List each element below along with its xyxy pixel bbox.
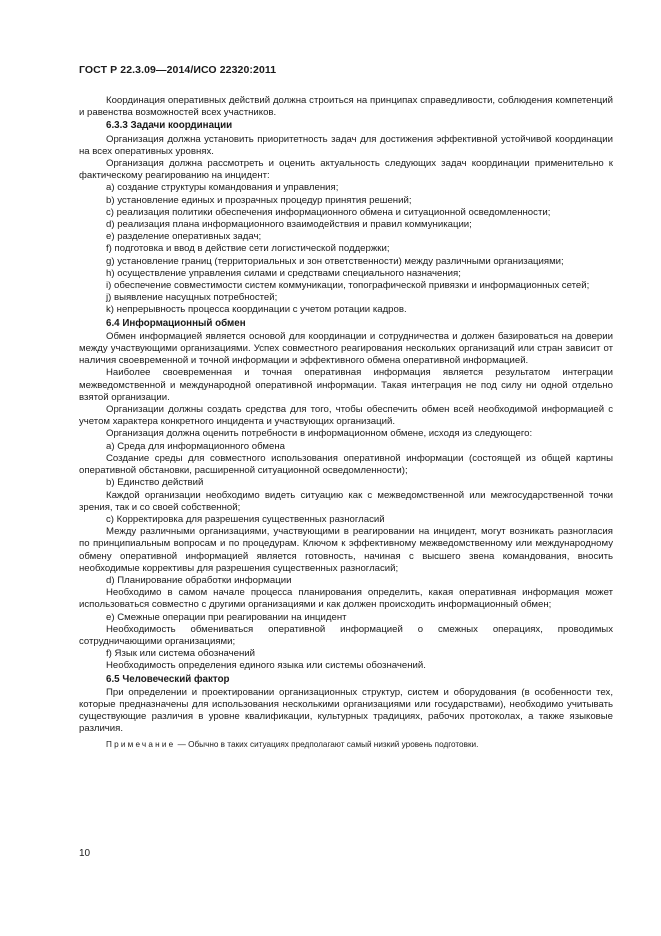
list-item-a: a) создание структуры командования и управления; [106,182,339,194]
list-item-e: e) разделение оперативных задач; [106,231,262,243]
list-item-c: c) реализация политики обеспечения информационного обмена и ситуационной осведомленности; [106,206,551,218]
page-content [79,95,613,751]
s64-item-b-title: b) Единство действий [106,477,204,489]
note-label: Примечание [106,739,176,749]
s633-paragraph-2: Организация должна рассмотреть и оценить актуальность следующих задач координации применительно к фактическому реагированию на инцидент: [79,158,613,182]
s64-item-a-title: a) Среда для информационного обмена [106,440,285,452]
list-item-k: k) непрерывность процесса координации с учетом ротации кадров. [106,304,407,316]
s64-item-b-text: Каждой организации необходимо видеть ситуацию как с межведомственной или межгосударственной точки зрения, так и со своей собственной; [79,489,613,513]
s64-item-d-title: d) Планирование обработки информации [106,574,292,586]
section-6-3-3-title: 6.3.3 Задачи координации [106,120,233,132]
s64-paragraph-2: Наиболее своевременная и точная оперативная информация является результатом интеграции межведомственной и международной оперативной информации. Такая интеграция не под силу ни одной отдельно взятой организации. [79,367,613,403]
s64-paragraph-4: Организация должна оценить потребности в информационном обмене, исходя из следующего: [106,428,533,440]
list-item-h: h) осуществление управления силами и средствами специального назначения; [106,267,461,279]
s64-item-c-title: c) Корректировка для разрешения существенных разногласий [106,513,385,525]
s64-item-c-text: Между различными организациями, участвующими в реагировании на инцидент, могут возникать разногласия по принципиальным вопросам и по процедурам. Ключом к эффективному межведомственному или международному обмену оперативной информацией является готовность, начиная с высшего звена командования, вносить необходимые коррективы для разрешения существенных разногласий; [79,526,613,574]
note-text: — Обычно в таких ситуациях предполагают самый низкий уровень подготовки. [175,739,479,749]
intro-paragraph: Координация оперативных действий должна строиться на принципах справедливости, соблюдения компетенций и равенства возможностей всех участников. [79,95,613,119]
s64-item-e-title: e) Смежные операции при реагировании на инцидент [106,611,347,623]
s64-item-d-text: Необходимо в самом начале процесса планирования определить, какая оперативная информация может использоваться совместно с другими организациями и как должен происходить информационный обмен; [79,587,613,611]
list-item-g: g) установление границ (территориальных и зон ответственности) между различными организациями; [106,255,564,267]
s64-paragraph-3: Организации должны создать средства для того, чтобы обеспечить обмен всей необходимой информацией с учетом характера конкретного инцидента и участвующих организаций. [79,404,613,428]
s64-item-e-text: Необходимость обмениваться оперативной информацией о смежных операциях, проводимых сотрудничающими организациями; [79,623,613,647]
s64-item-f-title: f) Язык или система обозначений [106,648,255,660]
s64-item-a-text: Создание среды для совместного использования оперативной информации (состоящей из общей картины оперативной обстановки, расширенной ситуационной осведомленности); [79,452,613,477]
note [79,739,613,751]
list-item-d: d) реализация плана информационного взаимодействия и правил коммуникации; [106,219,472,231]
s64-item-f-text: Необходимость определения единого языка или системы обозначений. [106,660,426,672]
list-item-j: j) выявление насущных потребностей; [106,292,278,304]
page-number: 10 [79,848,91,859]
s64-paragraph-1: Обмен информацией является основой для координации и сотрудничества и должен базироваться на доверии между участвующими организациями. Успех совместного реагирования нескольких организаций или стран зависит от наличия своевременной и точной информации и эффективного обмена оперативной информацией. [79,330,613,367]
section-6-4-title: 6.4 Информационный обмен [106,317,246,329]
list-item-b: b) установление единых и прозрачных процедур принятия решений; [106,194,412,206]
s65-paragraph-1: При определении и проектировании организационных структур, систем и оборудования (в особенности тех, которые предназначены для использования несколькими организациями или государствами), необходимо учитывать существующие различия в уровне квалификации, культурных традициях, рабочих протоколах, а также языковые различия. [79,686,613,735]
list-item-f: f) подготовка и ввод в действие сети логистической поддержки; [106,243,390,255]
list-item-i: i) обеспечение совместимости систем коммуникации, топографической привязки и информационных сетей; [106,280,590,292]
s633-paragraph-1: Организация должна установить приоритетность задач для достижения эффективной устойчивой координации на всех оперативных уровнях. [79,133,613,157]
document-header: ГОСТ Р 22.3.09—2014/ИСО 22320:2011 [79,64,277,76]
section-6-5-title: 6.5 Человеческий фактор [106,673,230,685]
